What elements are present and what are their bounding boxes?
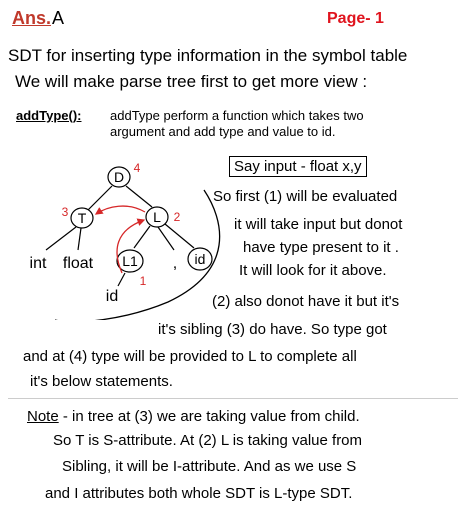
leaf-comma: ,	[172, 255, 178, 272]
explanation-line: it's sibling (3) do have. So type got	[158, 321, 387, 338]
note-label: Note	[27, 408, 59, 425]
explanation-line: have type present to it .	[243, 239, 399, 256]
edge-t-float	[78, 228, 81, 250]
explanation-line: (2) also donot have it but it's	[212, 293, 400, 310]
arrow-l-to-t	[96, 206, 145, 214]
edge-t-int	[46, 227, 76, 250]
page-number: Page- 1	[327, 10, 384, 27]
answer-label: Ans.	[12, 8, 52, 28]
note-line: Sibling, it will be I-attribute. And as we use S	[62, 458, 357, 475]
node-id-label: id	[194, 251, 206, 267]
note-line: and I attributes both whole SDT is L-type SDT.	[45, 485, 353, 502]
addtype-description	[110, 108, 364, 140]
addtype-desc-line: argument and add type and value to id.	[110, 124, 336, 139]
node-t-label: T	[77, 210, 87, 226]
note-line: So T is S-attribute. At (2) L is taking value from	[53, 432, 363, 449]
edge-l-id	[165, 224, 194, 248]
explanation-line: It will look for it above.	[239, 262, 387, 279]
step-label-1: 1	[139, 274, 147, 288]
addtype-label: addType():	[16, 108, 82, 123]
explanation-line: it will take input but donot	[234, 216, 403, 233]
edge-l1-id	[118, 273, 125, 286]
explanation-line: it's below statements.	[30, 373, 173, 390]
leaf-float: float	[62, 255, 94, 272]
say-input-box: Say input - float x,y	[229, 156, 367, 177]
answer-letter: A	[52, 8, 65, 28]
edge-l-l1	[134, 226, 150, 248]
intro-heading: SDT for inserting type information in the symbol table	[8, 46, 408, 65]
section-divider	[8, 398, 458, 399]
edge-l-comma	[158, 227, 174, 250]
node-l1-label: L1	[122, 253, 138, 269]
node-d-label: D	[113, 169, 125, 185]
explanation-line: and at (4) type will be provided to L to complete all	[23, 348, 357, 365]
addtype-desc-line: addType perform a function which takes two	[110, 108, 364, 123]
leaf-id: id	[105, 288, 119, 305]
leaf-int: int	[29, 255, 47, 272]
explanation-line: So first (1) will be evaluated	[213, 188, 398, 205]
node-l-label: L	[153, 209, 161, 225]
edge-d-l	[126, 186, 152, 207]
intro-subheading: We will make parse tree first to get more view :	[15, 72, 368, 91]
step-label-4: 4	[133, 161, 141, 175]
note-line	[27, 408, 360, 425]
step-label-3: 3	[61, 205, 69, 219]
edge-d-t	[88, 186, 112, 210]
note-text: - in tree at (3) we are taking value from child.	[58, 408, 360, 425]
step-label-2: 2	[173, 210, 181, 224]
